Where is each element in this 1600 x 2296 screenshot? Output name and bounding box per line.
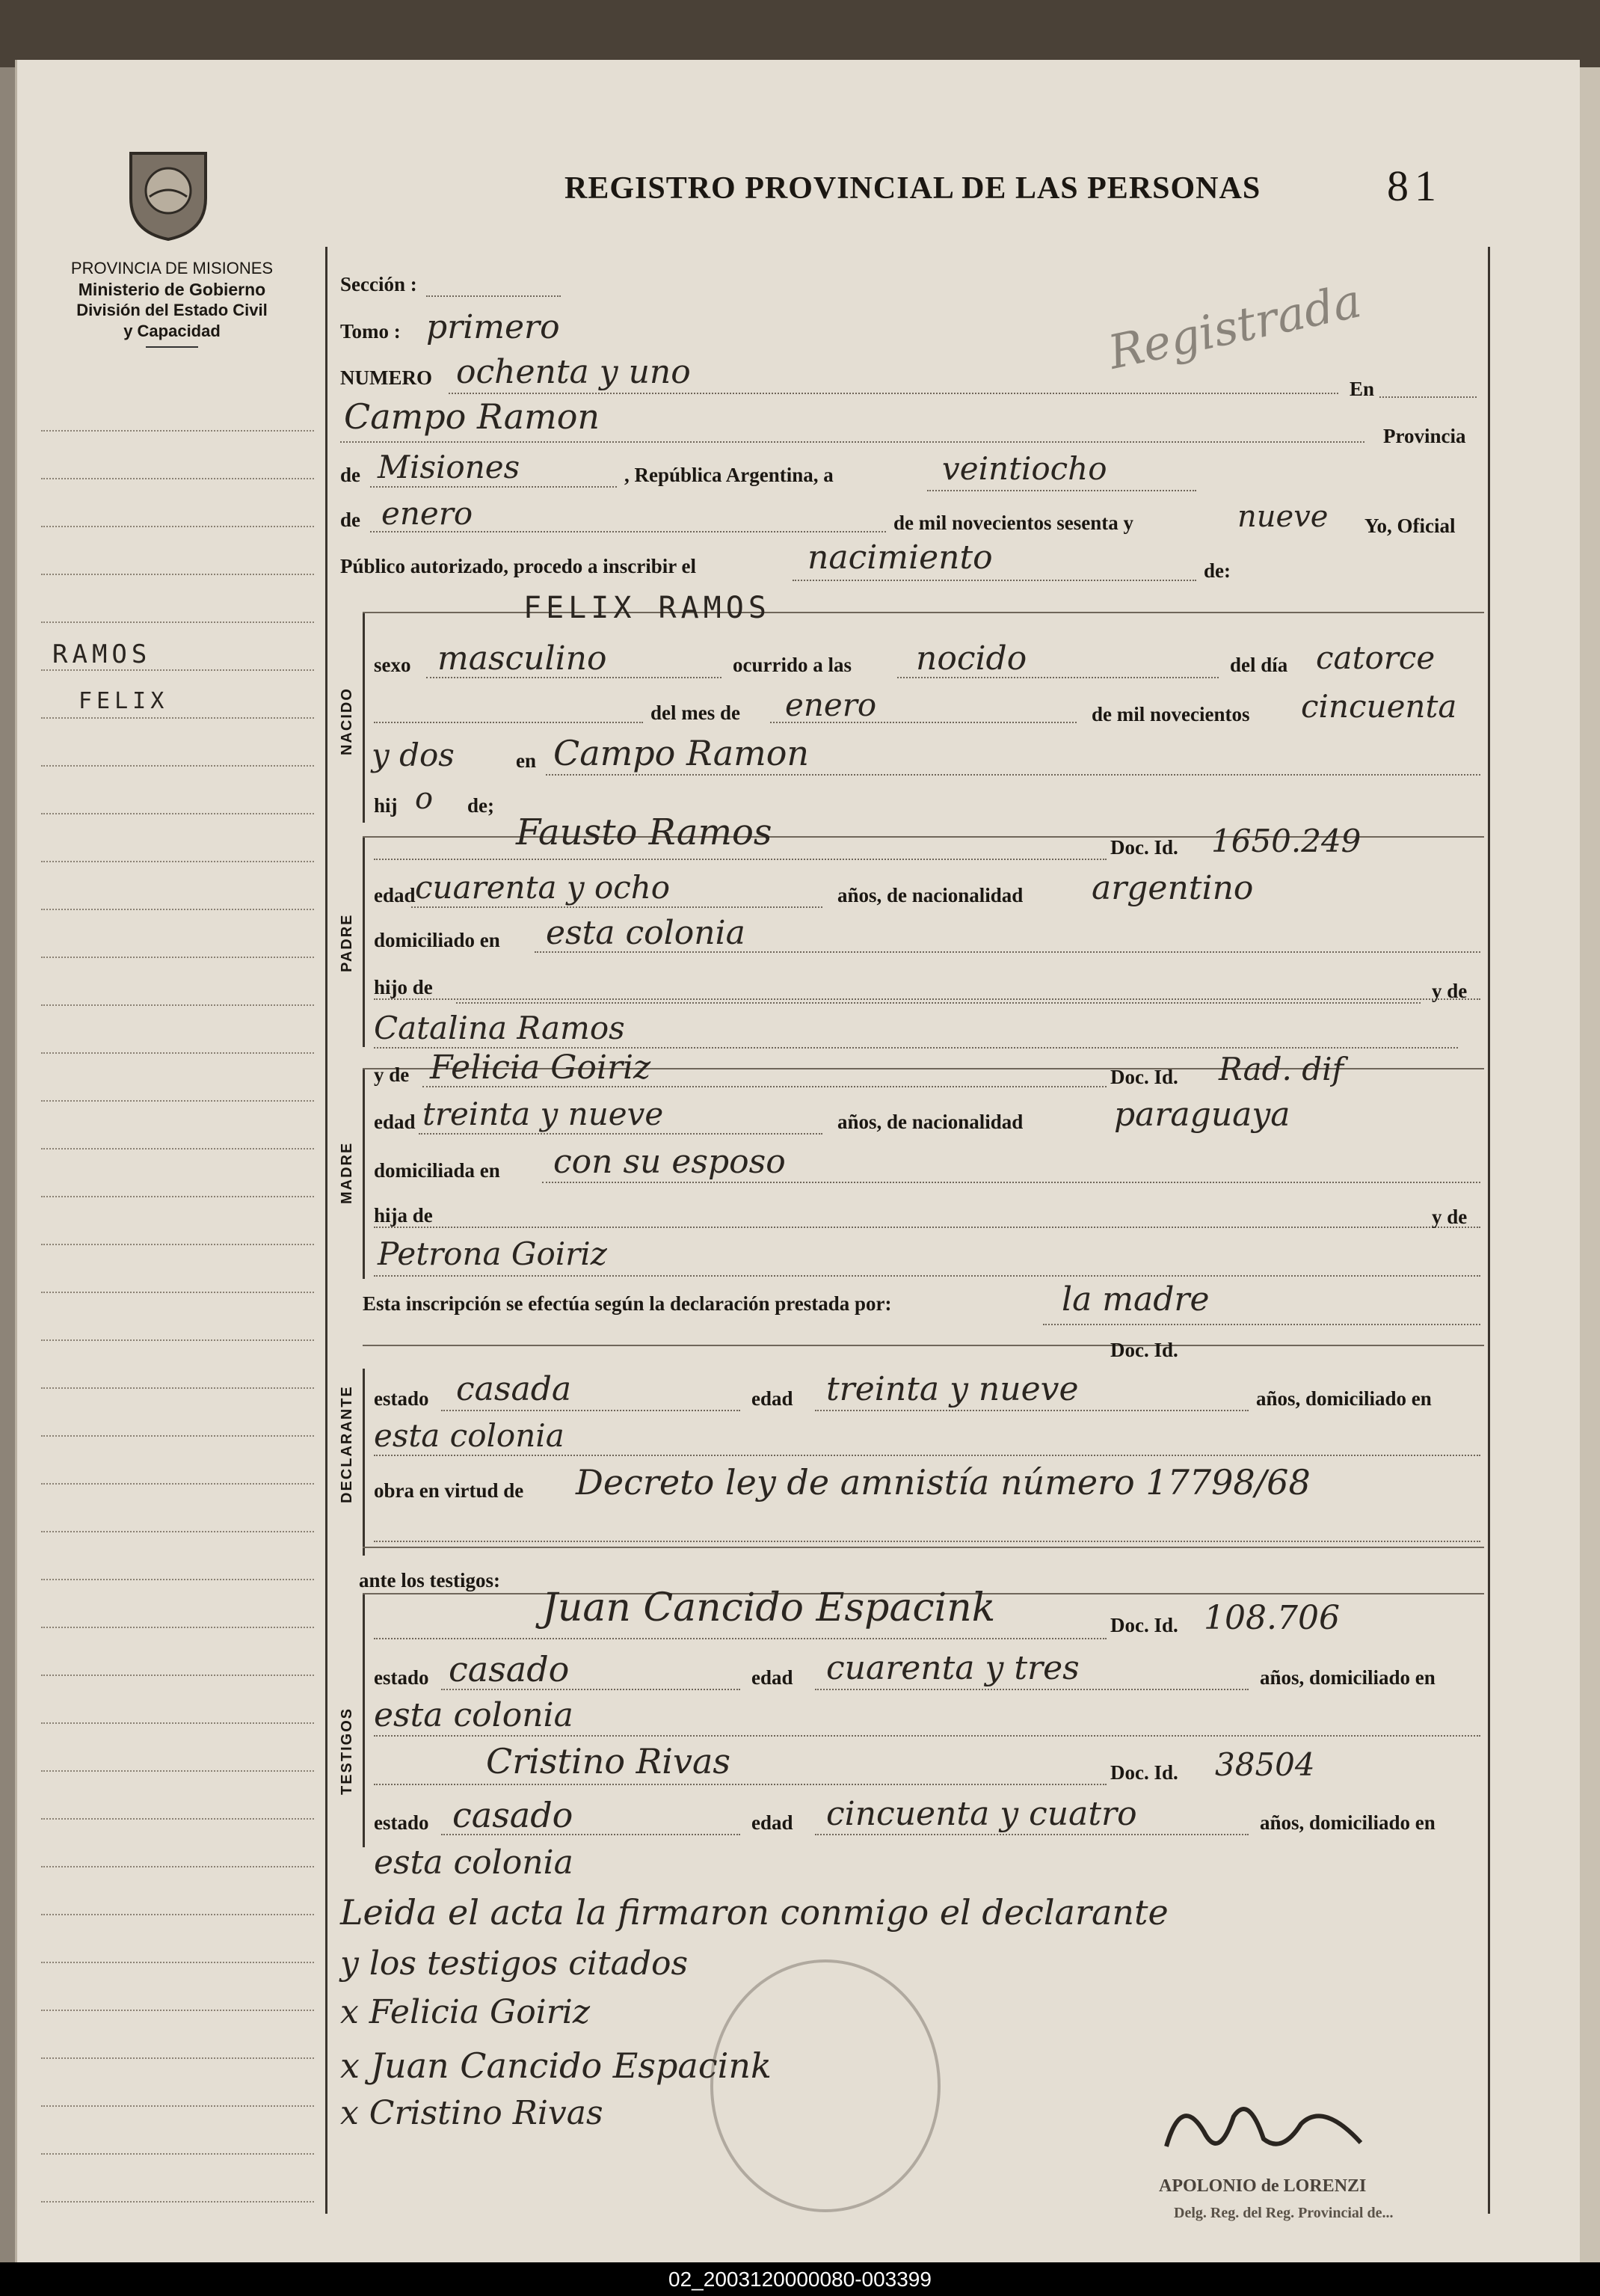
margin-rule-line xyxy=(41,1244,314,1245)
t2-estado-label: estado xyxy=(374,1811,429,1834)
margin-rule-line xyxy=(41,1962,314,1963)
capacity-label: y Capacidad xyxy=(123,322,221,340)
t2-edad-label: edad xyxy=(751,1811,793,1834)
seal-icon xyxy=(120,138,217,243)
province-label: PROVINCIA DE MISIONES xyxy=(70,259,274,277)
division-label: División del Estado Civil xyxy=(76,301,268,319)
madre-doc-label: Doc. Id. xyxy=(1110,1066,1178,1088)
ocurrido-label: ocurrido a las xyxy=(733,654,852,676)
padre-edad-value: cuarenta y ocho xyxy=(415,869,671,906)
madre-hija-de-label: hija de xyxy=(374,1204,433,1227)
padre-dom-value: esta colonia xyxy=(546,914,745,952)
margin-rule-line xyxy=(41,1148,314,1149)
margin-rule-line xyxy=(41,1052,314,1054)
de3-label: de; xyxy=(467,794,494,817)
book-binding xyxy=(0,67,16,2274)
mil2-label: de mil novecientos xyxy=(1092,703,1250,725)
book-edge xyxy=(0,0,1600,67)
signature-testigo1: x Juan Cancido Espacink xyxy=(340,2045,772,2086)
t2-edad-value: cincuenta y cuatro xyxy=(826,1795,1137,1833)
margin-rule-line xyxy=(41,2010,314,2011)
acto-value: nacimiento xyxy=(807,538,993,577)
signature-testigo2: x Cristino Rivas xyxy=(340,2094,603,2132)
mes-value: enero xyxy=(381,495,473,532)
madre-nac-value: paraguaya xyxy=(1114,1096,1290,1134)
padre-dom-label: domiciliado en xyxy=(374,929,500,951)
margin-rule-line xyxy=(41,717,314,719)
madre-value: Felicia Goiriz xyxy=(430,1049,651,1087)
madre-madre-value: Petrona Goiriz xyxy=(378,1236,607,1272)
page-title: REGISTRO PROVINCIAL DE LAS PERSONAS xyxy=(564,171,1261,206)
padre-edad-label: edad xyxy=(374,884,416,906)
mes-nac-value: enero xyxy=(785,687,877,723)
ministry-label: Ministerio de Gobierno xyxy=(78,280,266,299)
margin-rule-line xyxy=(41,526,314,527)
section-padre: PADRE xyxy=(339,913,355,972)
margin-name: FELIX xyxy=(79,688,169,714)
lugar-nac-value: Campo Ramon xyxy=(553,733,810,773)
registrada-stamp: Registrada xyxy=(1104,273,1366,380)
signature-madre: x Felicia Goiriz xyxy=(340,1993,591,2031)
t1-doc-label: Doc. Id. xyxy=(1110,1614,1178,1636)
inscripcion-label: Esta inscripción se efectúa según la declaración prestada por: xyxy=(363,1292,892,1315)
nombre-value: FELIX RAMOS xyxy=(523,591,771,625)
register-page xyxy=(15,60,1580,2274)
decl-doc-label: Doc. Id. xyxy=(1110,1339,1178,1361)
t2-estado-value: casado xyxy=(452,1795,573,1835)
madre-edad-label: edad xyxy=(374,1111,416,1133)
t2-dom-value: esta colonia xyxy=(374,1844,573,1882)
padre-madre-value: Catalina Ramos xyxy=(374,1010,625,1046)
padre-y-de-label: y de xyxy=(1432,980,1468,1002)
yo-label: Yo, Oficial xyxy=(1364,515,1456,537)
image-id: 02_2003120000080-003399 xyxy=(0,2262,1600,2296)
t2-doc-label: Doc. Id. xyxy=(1110,1761,1178,1784)
provincia-value: Misiones xyxy=(378,449,520,485)
hora-value: nocido xyxy=(916,639,1027,678)
padre-hijo-de-label: hijo de xyxy=(374,976,433,998)
madre-nac-label: años, de nacionalidad xyxy=(837,1111,1024,1133)
margin-rule-line xyxy=(41,813,314,814)
frame-left xyxy=(325,247,327,2214)
publico-label: Público autorizado, procedo a inscribir el xyxy=(340,555,696,577)
t1-doc-value: 108.706 xyxy=(1204,1599,1340,1637)
margin-rule-line xyxy=(41,1387,314,1389)
anio-value: nueve xyxy=(1237,500,1329,534)
t1-edad-value: cuarenta y tres xyxy=(826,1649,1080,1687)
del-mes-label: del mes de xyxy=(650,702,740,724)
padre-doc-label: Doc. Id. xyxy=(1110,836,1178,859)
madre-edad-value: treinta y nueve xyxy=(422,1096,664,1132)
section-nacido: NACIDO xyxy=(339,687,355,755)
decl-edad-label: edad xyxy=(751,1387,793,1410)
padre-doc-value: 1650.249 xyxy=(1211,823,1361,859)
madre-y-de-label: y de xyxy=(374,1063,410,1086)
seccion-label: Sección : xyxy=(340,273,417,295)
margin-rule-line xyxy=(41,1292,314,1293)
dia-value: veintiocho xyxy=(942,450,1107,487)
margin-rule-line xyxy=(41,1579,314,1580)
obra-label: obra en virtud de xyxy=(374,1479,524,1502)
margin-rule-line xyxy=(41,909,314,910)
margin-rule-line xyxy=(41,1004,314,1006)
madre-dom-label: domiciliada en xyxy=(374,1159,500,1182)
en-label: En xyxy=(1350,378,1375,400)
t1-value: Juan Cancido Espacink xyxy=(542,1586,996,1630)
dia-nac-value: catorce xyxy=(1316,639,1436,676)
page-number: 81 xyxy=(1387,162,1442,210)
official-name: APOLONIO de LORENZI xyxy=(1159,2176,1367,2196)
hijo-sufijo-value: o xyxy=(415,782,434,816)
section-declarante: DECLARANTE xyxy=(339,1385,355,1503)
padre-value: Fausto Ramos xyxy=(516,811,772,853)
note-line2: y los testigos citados xyxy=(340,1944,689,1983)
margin-rule-line xyxy=(41,1435,314,1437)
madre-dom-value: con su esposo xyxy=(553,1143,786,1181)
de-mes-label: de xyxy=(340,509,360,531)
margin-rule-line xyxy=(41,861,314,862)
margin-rule-line xyxy=(41,2057,314,2059)
sexo-value: masculino xyxy=(437,639,607,678)
frame-right xyxy=(1488,247,1490,2214)
hijo-label: hij xyxy=(374,794,398,817)
section-testigos: TESTIGOS xyxy=(339,1707,355,1795)
decl-dom-label: años, domiciliado en xyxy=(1256,1387,1432,1410)
lugar-value: Campo Ramon xyxy=(344,396,600,437)
margin-rule-line xyxy=(41,669,314,671)
t1-estado-label: estado xyxy=(374,1666,429,1689)
tomo-label: Tomo : xyxy=(340,320,401,343)
sexo-label: sexo xyxy=(374,654,411,676)
decl-dom-value: esta colonia xyxy=(374,1417,564,1454)
official-signature xyxy=(1151,2087,1376,2173)
de-label: de xyxy=(340,464,360,486)
t1-estado-value: casado xyxy=(449,1649,570,1689)
provincia-label: Provincia xyxy=(1383,425,1466,447)
official-cargo: Delg. Reg. del Reg. Provincial de... xyxy=(1174,2205,1394,2221)
ante-label: ante los testigos: xyxy=(359,1569,500,1591)
decl-estado-value: casada xyxy=(456,1370,572,1408)
numero-label: NUMERO xyxy=(340,366,432,389)
margin-rule-line xyxy=(41,1722,314,1724)
margin-surname: RAMOS xyxy=(52,639,152,669)
obra-value: Decreto ley de amnistía número 17798/68 xyxy=(576,1462,1311,1502)
margin-rule-line xyxy=(41,1483,314,1485)
t1-dom-value: esta colonia xyxy=(374,1696,573,1734)
margin-rule-line xyxy=(41,2201,314,2203)
t2-doc-value: 38504 xyxy=(1215,1746,1315,1783)
margin-rule-line xyxy=(41,574,314,575)
tomo-value: primero xyxy=(426,308,560,346)
padre-nac-value: argentino xyxy=(1092,869,1254,907)
margin-rule-line xyxy=(41,957,314,958)
margin-rule-line xyxy=(41,1770,314,1772)
t2-value: Cristino Rivas xyxy=(486,1741,731,1781)
margin-rule-line xyxy=(41,1675,314,1676)
en-lugar-label: en xyxy=(516,749,536,772)
note-line1: Leida el acta la firmaron conmigo el declarante xyxy=(340,1892,1169,1933)
t2-dom-label: años, domiciliado en xyxy=(1260,1811,1436,1834)
provincial-seal xyxy=(120,138,217,243)
del-dia-label: del día xyxy=(1230,654,1288,676)
margin-rule-line xyxy=(41,1866,314,1867)
margin-rule-line xyxy=(41,1531,314,1532)
margin-rule-line xyxy=(41,621,314,623)
section-madre: MADRE xyxy=(339,1141,355,1204)
mil-label: de mil novecientos sesenta y xyxy=(893,512,1133,534)
madre-doc-value: Rad. dif xyxy=(1219,1051,1344,1087)
margin-rule-line xyxy=(41,1914,314,1915)
madre-y-de2-label: y de xyxy=(1432,1206,1468,1228)
decl-estado-label: estado xyxy=(374,1387,429,1410)
de2-label: de: xyxy=(1204,559,1231,582)
margin-rule-line xyxy=(41,1196,314,1197)
numero-value: ochenta y uno xyxy=(456,353,691,391)
margin-rule-line xyxy=(41,1100,314,1102)
t1-dom-label: años, domiciliado en xyxy=(1260,1666,1436,1689)
margin-rule-line xyxy=(41,1818,314,1820)
t1-edad-label: edad xyxy=(751,1666,793,1689)
padre-nac-label: años, de nacionalidad xyxy=(837,884,1024,906)
margin-rule-line xyxy=(41,430,314,432)
margin-rule-line xyxy=(41,765,314,767)
margin-rule-line xyxy=(41,478,314,479)
margin-rule-line xyxy=(41,1339,314,1341)
declarante-value: la madre xyxy=(1062,1280,1210,1319)
margin-rule-line xyxy=(41,1627,314,1628)
official-stamp xyxy=(710,1959,941,2212)
margin-rule-line xyxy=(41,2105,314,2107)
decl-edad-value: treinta y nueve xyxy=(826,1370,1079,1408)
republica-label: , República Argentina, a xyxy=(624,464,834,486)
signature-scribble-icon xyxy=(1151,2087,1376,2169)
margin-rule-line xyxy=(41,2153,314,2155)
anio-nac2-value: y dos xyxy=(372,737,455,773)
anio-nac-value: cincuenta xyxy=(1301,688,1457,725)
